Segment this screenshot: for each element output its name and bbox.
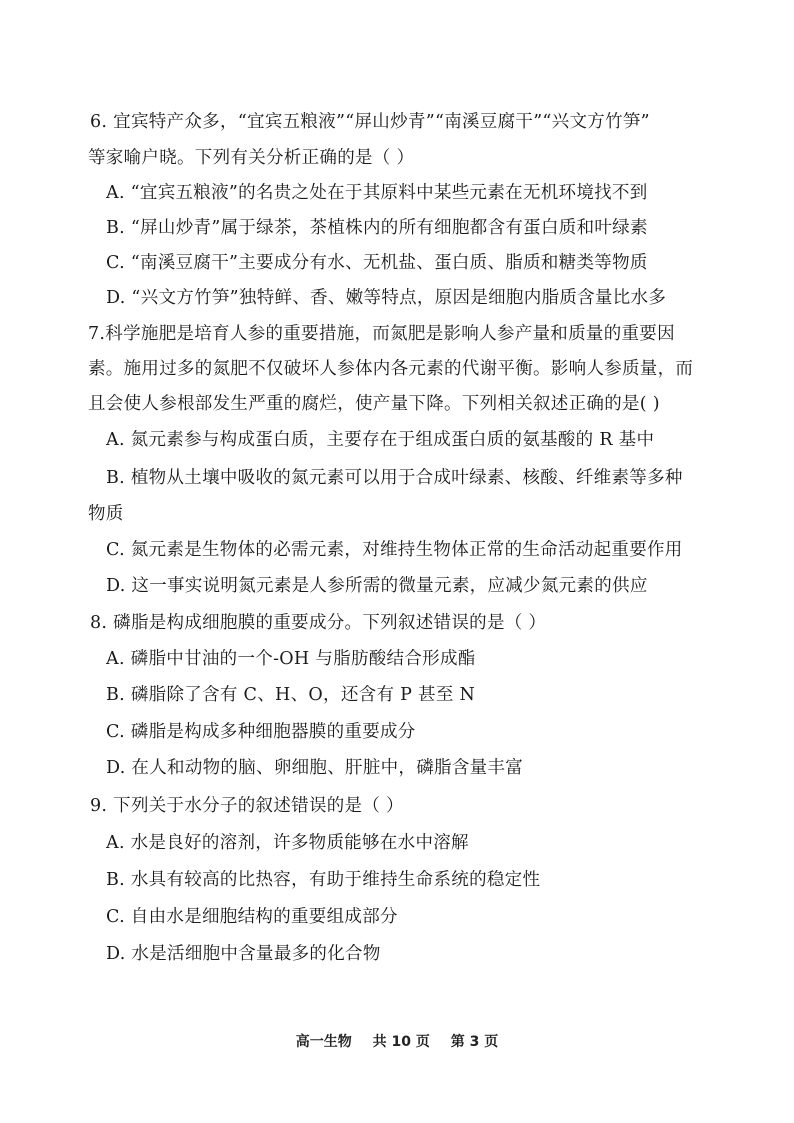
q8-option-d: D. 在人和动物的脑、卵细胞、肝脏中，磷脂含量丰富 [106, 758, 524, 778]
q8-option-b: B. 磷脂除了含有 C、H、O，还含有 P 甚至 N [106, 685, 476, 705]
q6-stem-line-2: 等家喻户晓。下列有关分析正确的是（ ） [88, 148, 415, 168]
q7-option-d: D. 这一事实说明氮元素是人参所需的微量元素，应减少氮元素的供应 [106, 576, 648, 596]
q7-stem-line-3: 且会使人参根部发生严重的腐烂，使产量下降。下列相关叙述正确的是( ) [88, 394, 660, 414]
q6-option-c: C. “南溪豆腐干”主要成分有水、无机盐、蛋白质、脂质和糖类等物质 [106, 253, 648, 273]
q6-stem-line-1: 6. 宜宾特产众多，“宜宾五粮液”“屏山炒青”“南溪豆腐干”“兴文方竹笋” [90, 112, 650, 132]
footer-page-number: 第 3 页 [450, 1034, 499, 1050]
q9-option-b: B. 水具有较高的比热容，有助于维持生命系统的稳定性 [106, 870, 541, 890]
q7-stem-line-2: 素。施用过多的氮肥不仅破坏人参体内各元素的代谢平衡。影响人参质量，而 [88, 359, 694, 379]
q8-option-a: A. 磷脂中甘油的一个-OH 与脂肪酸结合形成酯 [106, 649, 476, 669]
page-footer [0, 1033, 794, 1051]
q7-option-c: C. 氮元素是生物体的必需元素，对维持生物体正常的生命活动起重要作用 [106, 540, 683, 560]
q8-stem: 8. 磷脂是构成细胞膜的重要成分。下列叙述错误的是（ ） [90, 613, 547, 633]
q7-option-a: A. 氮元素参与构成蛋白质，主要存在于组成蛋白质的氨基酸的 R 基中 [106, 430, 655, 450]
q6-option-b: B. “屏山炒青”属于绿茶，茶植株内的所有细胞都含有蛋白质和叶绿素 [106, 218, 648, 238]
q7-stem-line-1: 7.科学施肥是培育人参的重要措施，而氮肥是影响人参产量和质量的重要因 [88, 324, 675, 344]
footer-total-pages: 共 10 页 [372, 1034, 430, 1050]
q7-option-b-line-2: 物质 [88, 504, 124, 524]
q6-option-d: D. “兴文方竹笋”独特鲜、香、嫩等特点，原因是细胞内脂质含量比水多 [106, 288, 667, 308]
q9-option-c: C. 自由水是细胞结构的重要组成部分 [106, 907, 398, 927]
footer-subject: 高一生物 [295, 1034, 352, 1050]
q9-stem: 9. 下列关于水分子的叙述错误的是（ ） [90, 796, 404, 816]
q9-option-a: A. 水是良好的溶剂，许多物质能够在水中溶解 [106, 833, 469, 853]
q6-option-a: A. “宜宾五粮液”的名贵之处在于其原料中某些元素在无机环境找不到 [106, 183, 648, 203]
q9-option-d: D. 水是活细胞中含量最多的化合物 [106, 944, 381, 964]
q7-option-b-line-1: B. 植物从土壤中吸收的氮元素可以用于合成叶绿素、核酸、纤维素等多种 [106, 468, 683, 488]
q8-option-c: C. 磷脂是构成多种细胞器膜的重要成分 [106, 722, 416, 742]
